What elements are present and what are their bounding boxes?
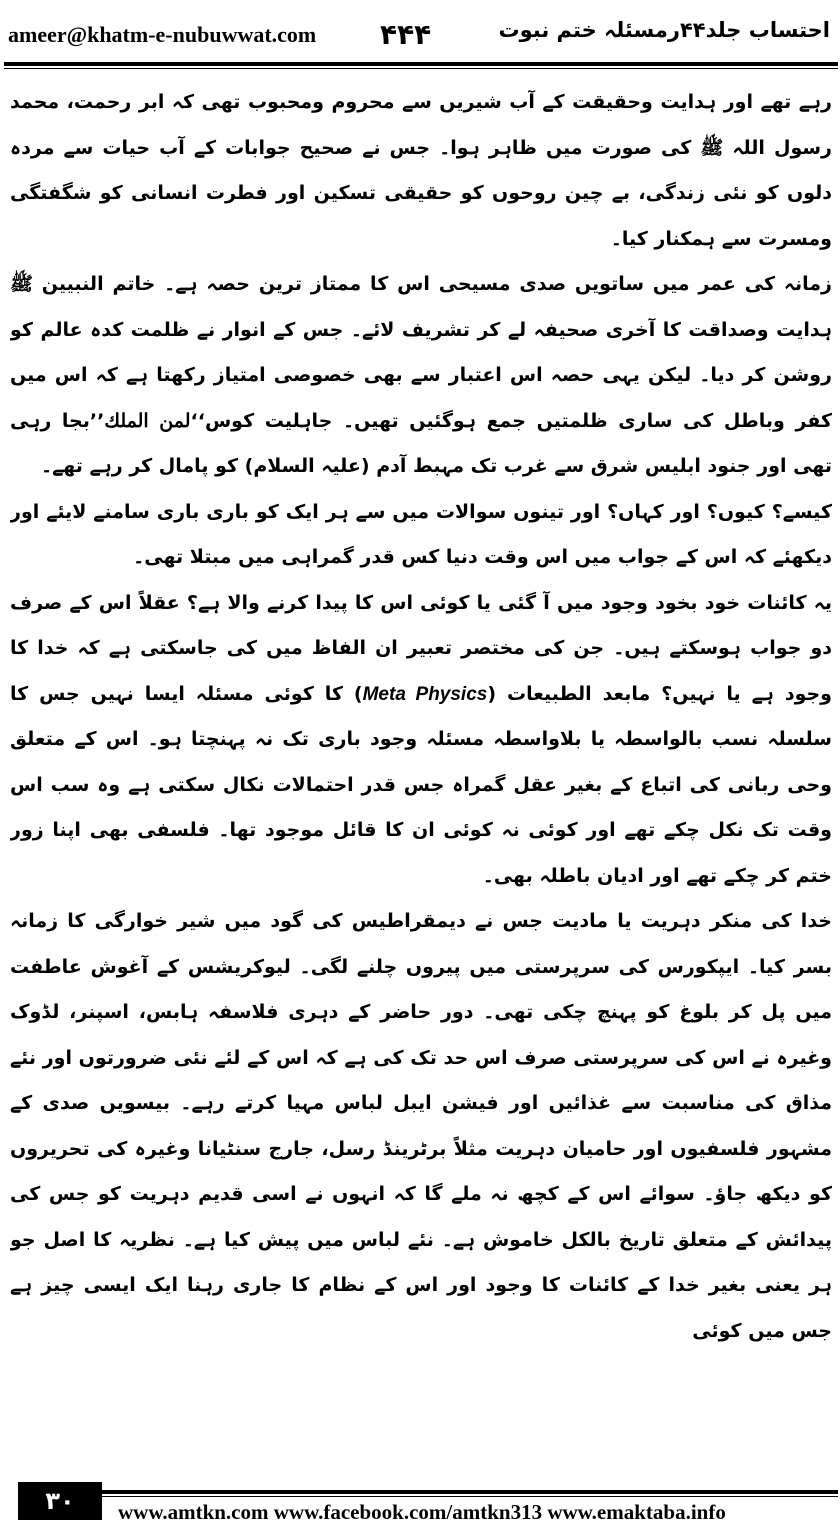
paragraph-4 xyxy=(10,581,832,900)
header-email: ameer@khatm-e-nubuwwat.com xyxy=(8,22,317,47)
footer-rule-thick xyxy=(102,1490,838,1494)
paragraph-2-tail: ’’بجا رہی تھی اور جنود ابلیس شرق سے غرب تک مہبط آدم (علیہ السلام) کو پامال کر رہے تھے۔ xyxy=(10,409,832,477)
footer-links[interactable]: www.amtkn.com www.facebook.com/amtkn313 www.emaktaba.info xyxy=(118,1500,726,1524)
header-page-number: ۴۴۴ xyxy=(380,18,432,51)
paragraph-3: کیسے؟ کیوں؟ اور کہاں؟ اور تینوں سوالات میں سے ہر ایک کو باری باری سامنے لایئے اور دیکھئے کہ اس کے جواب میں اس وقت دنیا کس قدر گمراہی میں مبتلا تھی۔ xyxy=(10,500,832,568)
paragraph-1: رہے تھے اور ہدایت وحقیقت کے آب شیریں سے محروم ومحبوب تھی کہ ابر رحمت، محمد رسول اللہ ﷺ کی صورت میں ظاہر ہوا۔ جس نے صحیح جوابات کے آب حیات سے مردہ دلوں کو نئی زندگی، بے چین روحوں کو حقیقی تسکین اور فطرت انسانی کو شگفتگی ومسرت سے ہمکنار کیا۔ xyxy=(10,91,832,250)
english-term: Meta Physics xyxy=(362,683,488,705)
header-rule-thick xyxy=(4,62,838,66)
paragraph-2-text: زمانہ کی عمر میں ساتویں صدی مسیحی اس کا ممتاز ترین حصہ ہے۔ خاتم النبیین ﷺ ہدایت وصداقت کا آخری صحیفہ لے کر تشریف لائے۔ جس کے انوار نے ظلمت کدہ عالم کو روشن کر دیا۔ لیکن یہی حصہ اس اعتبار سے بھی خصوصی امتیاز رکھتا ہے کہ اس میں کفر وباطل کی ساری ظلمتیں جمع ہوگئیں تھیں۔ جاہلیت کوس‘‘ xyxy=(10,273,832,432)
paragraph-4-tail: ) کا کوئی مسئلہ ایسا نہیں جس کا سلسلہ نسب بالواسطہ یا بلاواسطہ مسئلہ وجود باری تک نہ پہنچتا ہو۔ اس کے متعلق وحی ربانی کی اتباع کے بغیر عقل گمراہ جس قدر احتمالات نکال سکتی ہے وہ سب اس وقت تک نکل چکے تھے اور کوئی نہ کوئی ان کا قائل موجود تھا۔ فلسفی بھی اپنا زور ختم کر چکے تھے اور ادیان باطلہ بھی۔ xyxy=(10,682,832,887)
footer-rule-thin xyxy=(102,1496,838,1497)
running-title: احتساب جلد۴۴رمسئلہ ختم نبوت xyxy=(498,18,830,42)
paragraph-2 xyxy=(10,262,832,490)
page-footer xyxy=(0,1482,840,1540)
page-header xyxy=(0,0,840,76)
body-text xyxy=(10,80,832,1470)
paragraph-5: خدا کی منکر دہریت یا مادیت جس نے دیمقراطیس کی گود میں شیر خوارگی کا زمانہ بسر کیا۔ ایپکورس کی سرپرستی میں پیروں چلنے لگی۔ لیوکریشس کے آغوش عاطفت میں پل کر بلوغ کو پہنچ چکی تھی۔ دور حاضر کے دہری فلاسفہ ہابس، اسپنر، لڈوک وغیرہ نے اس کی سرپرستی صرف اس حد تک کی ہے کہ اس کے لئے نئی ضرورتوں اور نئے مذاق کی مناسبت سے غذائیں اور فیشن ایبل لباس مہیا کرتے رہے۔ بیسویں صدی کے مشہور فلسفیوں اور حامیان دہریت مثلاً برٹرینڈ رسل، جارج سنٹیانا وغیرہ کی تحریروں کو دیکھ جاؤ۔ سوائے اس کے کچھ نہ ملے گا کہ انہوں نے اسی قدیم دہریت کو جس کی پیدائش کے متعلق تاریخ بالکل خاموش ہے۔ نئے لباس میں پیش کیا ہے۔ نظریہ کا اصل جو ہر یعنی بغیر خدا کے کائنات کا وجود اور اس کے نظام کا جاری رہنا ایک ایسی چیز ہے جس میں کوئی xyxy=(10,910,832,1342)
arabic-quote: لمن الملك xyxy=(104,409,191,432)
header-rule-thin xyxy=(4,68,838,69)
footer-page-number: ۳۰ xyxy=(18,1482,102,1520)
paragraph-4-text: یہ کائنات خود بخود وجود میں آ گئی یا کوئی اس کا پیدا کرنے والا ہے؟ عقلاً اس کے صرف دو جواب ہوسکتے ہیں۔ جن کی مختصر تعبیر ان الفاظ میں کی جاسکتی ہے کہ خدا کا وجود ہے یا نہیں؟ مابعد الطبیعات ( xyxy=(10,591,832,705)
